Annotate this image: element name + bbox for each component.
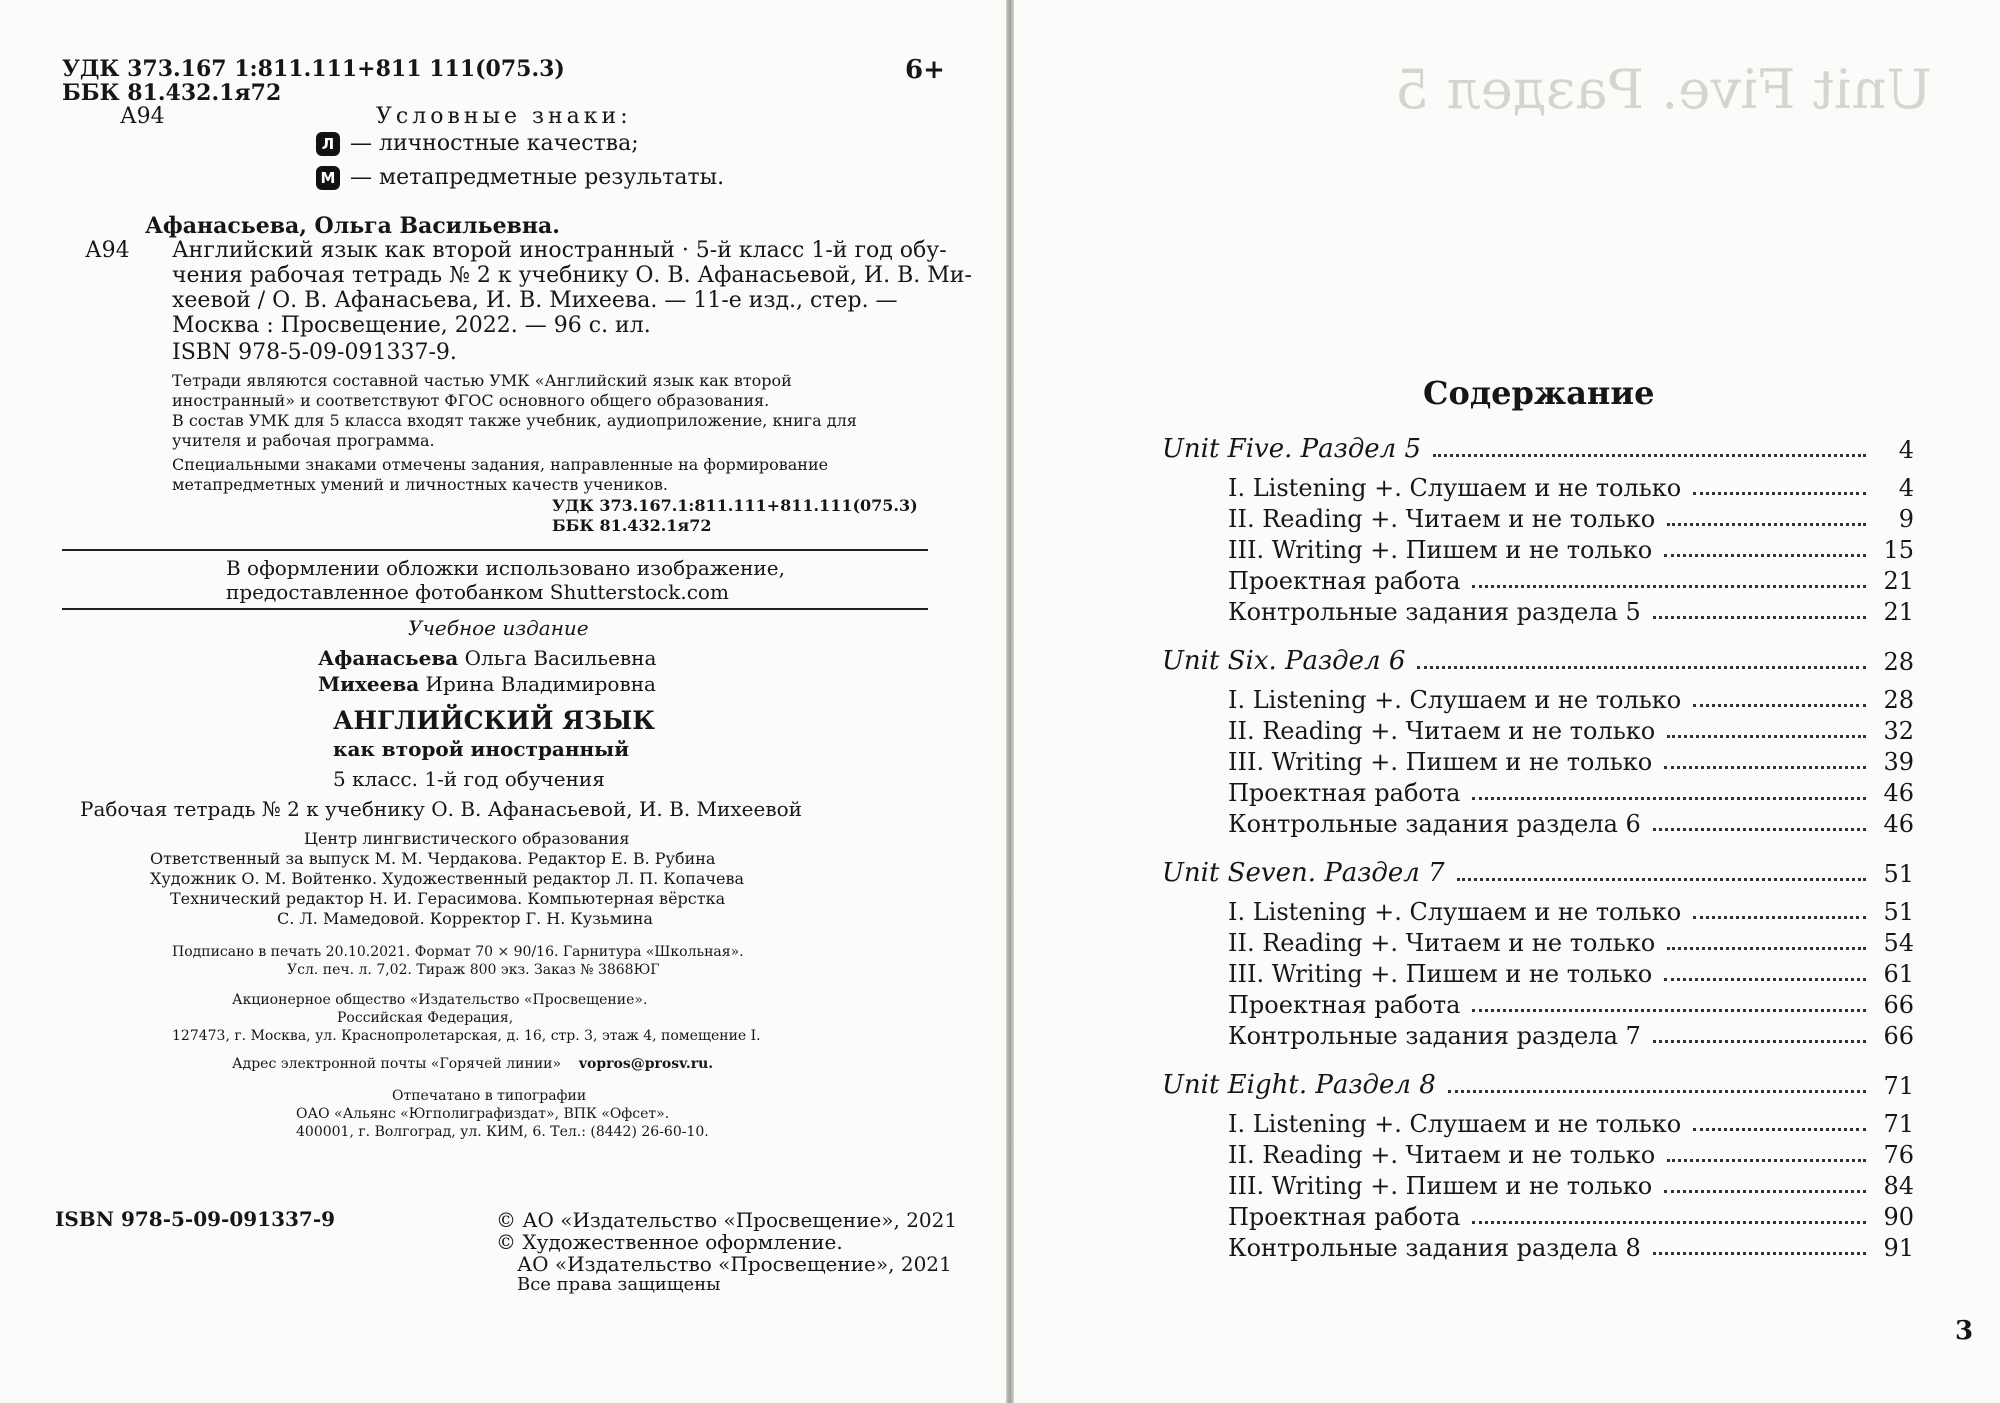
toc-page-number: 4 bbox=[1898, 474, 1914, 502]
credits-line: Технический редактор Н. И. Герасимова. Компьютерная вёрстка bbox=[170, 889, 726, 908]
dot-leader bbox=[1664, 1190, 1866, 1193]
toc-entry-label: II. Reading +. Читаем и не только bbox=[1228, 929, 1656, 957]
toc-unit[interactable] bbox=[1162, 1070, 1914, 1100]
author-2-name: Ирина Владимировна bbox=[419, 672, 656, 696]
isbn-entry: ISBN 978-5-09-091337-9. bbox=[172, 340, 457, 365]
dot-leader bbox=[1653, 1252, 1866, 1255]
credits-line: Художник О. М. Войтенко. Художественный редактор Л. П. Копачева bbox=[150, 869, 745, 888]
dot-leader bbox=[1667, 735, 1866, 738]
abstract-line: Тетради являются составной частью УМК «Английский язык как второй bbox=[172, 371, 792, 390]
toc-entry[interactable] bbox=[1228, 989, 1914, 1019]
toc-entry-label: II. Reading +. Читаем и не только bbox=[1228, 505, 1656, 533]
toc-entry[interactable] bbox=[1228, 777, 1914, 807]
symbols-title: Условные знаки: bbox=[376, 104, 632, 129]
toc-entry[interactable] bbox=[1228, 503, 1914, 533]
abstract-line: Специальными знаками отмечены задания, направленные на формирование bbox=[172, 455, 829, 474]
credits-line: Ответственный за выпуск М. М. Чердакова. Редактор Е. В. Рубина bbox=[150, 849, 716, 868]
dot-leader bbox=[1653, 616, 1866, 619]
dot-leader bbox=[1472, 585, 1866, 588]
hotline-label: Адрес электронной почты «Горячей линии» bbox=[232, 1056, 562, 1072]
toc-entry-label: I. Listening +. Слушаем и не только bbox=[1228, 474, 1682, 502]
toc-page-number: 76 bbox=[1883, 1141, 1914, 1169]
toc-entry[interactable] bbox=[1228, 927, 1914, 957]
symbol-personal-text: — личностные качества; bbox=[350, 131, 639, 156]
toc-page-number: 15 bbox=[1883, 536, 1914, 564]
credits-line: Центр лингвистического образования bbox=[304, 829, 630, 848]
bleed-through-heading: Unit Five. Раздел 5 bbox=[1395, 58, 1932, 121]
hotline bbox=[232, 1056, 713, 1072]
entry-line: Москва : Просвещение, 2022. — 96 с. ил. bbox=[172, 313, 651, 338]
toc-page-number: 32 bbox=[1883, 717, 1914, 745]
dot-leader bbox=[1472, 797, 1866, 800]
toc-unit[interactable] bbox=[1162, 858, 1914, 888]
toc-page-number: 84 bbox=[1883, 1172, 1914, 1200]
toc-entry[interactable] bbox=[1228, 1232, 1914, 1262]
toc-entry[interactable] bbox=[1228, 565, 1914, 595]
dot-leader bbox=[1664, 766, 1866, 769]
udk-top: УДК 373.167 1:811.111+811 111(075.3) bbox=[62, 56, 565, 82]
toc-page-number: 71 bbox=[1883, 1110, 1914, 1138]
personal-qualities-icon: Л bbox=[316, 132, 340, 156]
toc-unit[interactable] bbox=[1162, 434, 1914, 464]
publisher-line: 127473, г. Москва, ул. Краснопролетарская, д. 16, стр. 3, этаж 4, помещение I. bbox=[172, 1028, 761, 1044]
toc-page-number: 54 bbox=[1883, 929, 1914, 957]
page-number: 3 bbox=[1955, 1316, 1974, 1346]
toc-unit-title: Unit Six. Раздел 6 bbox=[1162, 646, 1406, 676]
toc-page-number: 71 bbox=[1883, 1072, 1914, 1100]
copyright-line: © АО «Издательство «Просвещение», 2021 bbox=[496, 1208, 958, 1232]
dot-leader bbox=[1693, 704, 1866, 707]
toc-entry[interactable] bbox=[1228, 1170, 1914, 1200]
bbk-top: ББК 81.432.1я72 bbox=[62, 80, 282, 106]
hotline-email: vopros@prosv.ru. bbox=[578, 1056, 714, 1072]
toc-entry[interactable] bbox=[1228, 715, 1914, 745]
author-2 bbox=[318, 672, 656, 696]
dot-leader bbox=[1417, 666, 1866, 669]
dot-leader bbox=[1472, 1221, 1866, 1224]
toc-entry-label: Проектная работа bbox=[1228, 779, 1461, 807]
toc-unit-title: Unit Five. Раздел 5 bbox=[1162, 434, 1422, 464]
toc-title: Содержание bbox=[1423, 374, 1655, 412]
toc-page-number: 21 bbox=[1883, 598, 1914, 626]
toc-page-number: 46 bbox=[1883, 779, 1914, 807]
edition-type: Учебное издание bbox=[408, 616, 589, 640]
toc-entry-label: II. Reading +. Читаем и не только bbox=[1228, 717, 1656, 745]
abstract-line: метапредметных умений и личностных качеств учеников. bbox=[172, 475, 668, 494]
toc-page-number: 28 bbox=[1883, 686, 1914, 714]
printing-line: ОАО «Альянс «Югполиграфиздат», ВПК «Офсет». bbox=[296, 1106, 670, 1122]
bbk-bottom: ББК 81.432.1я72 bbox=[552, 516, 712, 535]
dot-leader bbox=[1667, 523, 1866, 526]
isbn-bottom: ISBN 978-5-09-091337-9 bbox=[55, 1207, 336, 1231]
toc-page-number: 66 bbox=[1883, 1022, 1914, 1050]
symbol-personal bbox=[316, 131, 639, 156]
dot-leader bbox=[1693, 916, 1866, 919]
toc-entry[interactable] bbox=[1228, 534, 1914, 564]
toc-entry[interactable] bbox=[1228, 808, 1914, 838]
divider bbox=[62, 608, 928, 610]
symbol-meta-text: — метапредметные результаты. bbox=[350, 165, 725, 190]
dot-leader bbox=[1664, 554, 1866, 557]
dot-leader bbox=[1653, 828, 1866, 831]
print-info: Подписано в печать 20.10.2021. Формат 70 × 90/16. Гарнитура «Школьная». bbox=[172, 944, 744, 960]
author-1-surname: Афанасьева bbox=[318, 646, 459, 670]
copyright-line: © Художественное оформление. bbox=[496, 1230, 843, 1254]
credits-line: С. Л. Мамедовой. Корректор Г. Н. Кузьмина bbox=[277, 909, 653, 928]
symbol-meta bbox=[316, 165, 724, 190]
entry-line: чения рабочая тетрадь № 2 к учебнику О. В. Афанасьевой, И. В. Ми- bbox=[172, 263, 972, 288]
toc-entry-label: III. Writing +. Пишем и не только bbox=[1228, 960, 1653, 988]
toc-entry[interactable] bbox=[1228, 1201, 1914, 1231]
toc-entry-label: Проектная работа bbox=[1228, 1203, 1461, 1231]
printing-line: 400001, г. Волгоград, ул. КИМ, 6. Тел.: (8442) 26-60-10. bbox=[296, 1124, 709, 1140]
abstract-line: учителя и рабочая программа. bbox=[172, 431, 435, 450]
udk-bottom: УДК 373.167.1:811.111+811.111(075.3) bbox=[552, 496, 918, 515]
dot-leader bbox=[1457, 878, 1866, 881]
toc-entry[interactable] bbox=[1228, 684, 1914, 714]
printing-line: Отпечатано в типографии bbox=[392, 1088, 587, 1104]
entry-line: хеевой / О. В. Афанасьева, И. В. Михеева. — 11-е изд., стер. — bbox=[172, 288, 898, 313]
author-2-surname: Михеева bbox=[318, 672, 420, 696]
toc-entry[interactable] bbox=[1228, 746, 1914, 776]
entry-line: Английский язык как второй иностранный · 5-й класс 1-й год обу- bbox=[172, 238, 947, 263]
toc-entry-label: III. Writing +. Пишем и не только bbox=[1228, 536, 1653, 564]
toc-entry[interactable] bbox=[1228, 896, 1914, 926]
copyright-line: АО «Издательство «Просвещение», 2021 bbox=[517, 1252, 952, 1276]
toc-entry[interactable] bbox=[1228, 1139, 1914, 1169]
toc-page-number: 28 bbox=[1883, 648, 1914, 676]
toc-page-number: 66 bbox=[1883, 991, 1914, 1019]
toc-entry-label: III. Writing +. Пишем и не только bbox=[1228, 748, 1653, 776]
toc-entry-label: Контрольные задания раздела 7 bbox=[1228, 1022, 1641, 1050]
toc-entry[interactable] bbox=[1228, 1108, 1914, 1138]
toc-unit[interactable] bbox=[1162, 646, 1914, 676]
abstract-line: В состав УМК для 5 класса входят также учебник, аудиоприложение, книга для bbox=[172, 411, 857, 430]
toc-page-number: 90 bbox=[1883, 1203, 1914, 1231]
age-rating: 6+ bbox=[905, 55, 945, 85]
book-title: АНГЛИЙСКИЙ ЯЗЫК bbox=[333, 706, 656, 735]
dot-leader bbox=[1693, 1128, 1866, 1131]
book-grade: 5 класс. 1-й год обучения bbox=[333, 767, 605, 791]
book-gutter bbox=[1006, 0, 1014, 1403]
cover-note: В оформлении обложки использовано изображение, bbox=[226, 556, 785, 580]
toc-page-number: 91 bbox=[1883, 1234, 1914, 1262]
divider bbox=[62, 549, 928, 551]
dot-leader bbox=[1472, 1009, 1866, 1012]
toc-entry-label: Контрольные задания раздела 5 bbox=[1228, 598, 1641, 626]
toc-page-number: 46 bbox=[1883, 810, 1914, 838]
toc-page-number: 51 bbox=[1883, 898, 1914, 926]
toc-entry-label: Контрольные задания раздела 6 bbox=[1228, 810, 1641, 838]
toc-entry-label: I. Listening +. Слушаем и не только bbox=[1228, 898, 1682, 926]
toc-entry-label: I. Listening +. Слушаем и не только bbox=[1228, 1110, 1682, 1138]
toc-entry-label: Контрольные задания раздела 8 bbox=[1228, 1234, 1641, 1262]
a94-entry: А94 bbox=[85, 238, 130, 263]
cover-note: предоставленное фотобанком Shutterstock.com bbox=[226, 580, 729, 604]
toc-page-number: 61 bbox=[1883, 960, 1914, 988]
dot-leader bbox=[1667, 947, 1866, 950]
author-heading: Афанасьева, Ольга Васильевна. bbox=[145, 213, 560, 239]
toc-entry-label: II. Reading +. Читаем и не только bbox=[1228, 1141, 1656, 1169]
toc-entry-label: I. Listening +. Слушаем и не только bbox=[1228, 686, 1682, 714]
toc-entry[interactable] bbox=[1228, 596, 1914, 626]
dot-leader bbox=[1693, 492, 1866, 495]
abstract-line: иностранный» и соответствуют ФГОС основного общего образования. bbox=[172, 391, 770, 410]
toc-entry[interactable] bbox=[1228, 472, 1914, 502]
toc-page-number: 51 bbox=[1883, 860, 1914, 888]
dot-leader bbox=[1433, 454, 1866, 457]
meta-results-icon: М bbox=[316, 166, 340, 190]
copyright-line: Все права защищены bbox=[517, 1274, 721, 1295]
toc-entry-label: III. Writing +. Пишем и не только bbox=[1228, 1172, 1653, 1200]
toc-unit-title: Unit Eight. Раздел 8 bbox=[1162, 1070, 1436, 1100]
dot-leader bbox=[1448, 1090, 1866, 1093]
toc-page-number: 9 bbox=[1898, 505, 1914, 533]
toc-page-number: 4 bbox=[1898, 436, 1914, 464]
a94-top: А94 bbox=[120, 104, 165, 129]
toc-entry-label: Проектная работа bbox=[1228, 567, 1461, 595]
toc-page-number: 21 bbox=[1883, 567, 1914, 595]
publisher-line: Российская Федерация, bbox=[337, 1010, 514, 1026]
author-1-name: Ольга Васильевна bbox=[458, 646, 657, 670]
dot-leader bbox=[1667, 1159, 1866, 1162]
toc-entry[interactable] bbox=[1228, 1020, 1914, 1050]
dot-leader bbox=[1653, 1040, 1866, 1043]
print-info: Усл. печ. л. 7,02. Тираж 800 экз. Заказ № 3868ЮГ bbox=[287, 962, 660, 978]
book-subtitle: как второй иностранный bbox=[333, 737, 630, 761]
dot-leader bbox=[1664, 978, 1866, 981]
toc-entry-label: Проектная работа bbox=[1228, 991, 1461, 1019]
toc-unit-title: Unit Seven. Раздел 7 bbox=[1162, 858, 1445, 888]
toc-entry[interactable] bbox=[1228, 958, 1914, 988]
workbook-line: Рабочая тетрадь № 2 к учебнику О. В. Афанасьевой, И. В. Михеевой bbox=[80, 797, 802, 821]
toc-page-number: 39 bbox=[1883, 748, 1914, 776]
publisher-line: Акционерное общество «Издательство «Просвещение». bbox=[232, 992, 648, 1008]
author-1 bbox=[318, 646, 656, 670]
